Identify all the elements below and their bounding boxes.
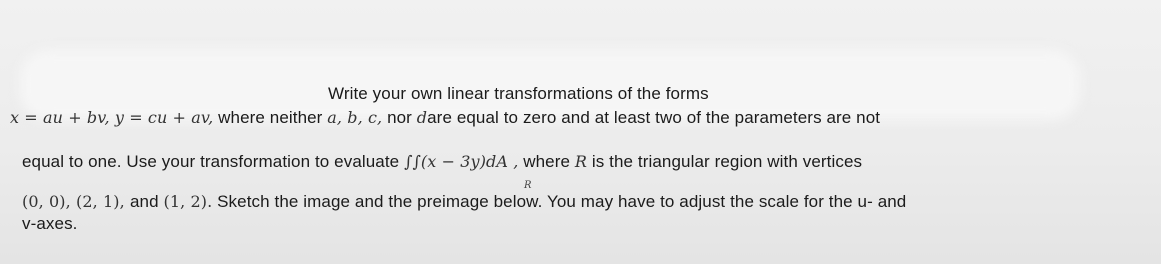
transformation-equations: x = au + bv, y = cu + av,	[10, 108, 214, 127]
line4-text: Sketch the image and the preimage below. You may have to adjust the scale for the u- and	[212, 192, 907, 211]
line4-and: and	[129, 192, 164, 211]
problem-intro-text: Write your own linear transformations of the forms	[328, 84, 709, 103]
line3-text-a: equal to one. Use your transformation to evaluate	[22, 152, 405, 171]
parameter-list: a, b, c,	[327, 108, 383, 127]
line2-text-a: where neither	[213, 108, 328, 127]
vertices-list: (0, 0), (2, 1),	[22, 192, 130, 211]
problem-line-4	[22, 192, 906, 212]
parameter-d: d	[416, 108, 428, 127]
problem-line-5	[22, 214, 78, 234]
vertex-third: (1, 2).	[163, 192, 213, 211]
line2-text-c: are equal to zero and at least two of the parameters are not	[427, 108, 881, 127]
line5-text: v-axes.	[22, 214, 78, 233]
problem-line-2	[10, 108, 880, 128]
double-integral: ∫∫(x − 3y)dA ,	[404, 152, 519, 171]
line3-text-b: is the triangular region with vertices	[587, 152, 863, 171]
line3-where: where	[518, 152, 575, 171]
integral-region-subscript: R	[524, 180, 532, 191]
problem-line-1	[328, 84, 709, 104]
region-symbol: R	[574, 152, 588, 171]
line2-text-b: nor	[382, 108, 417, 127]
problem-line-3	[22, 152, 862, 172]
